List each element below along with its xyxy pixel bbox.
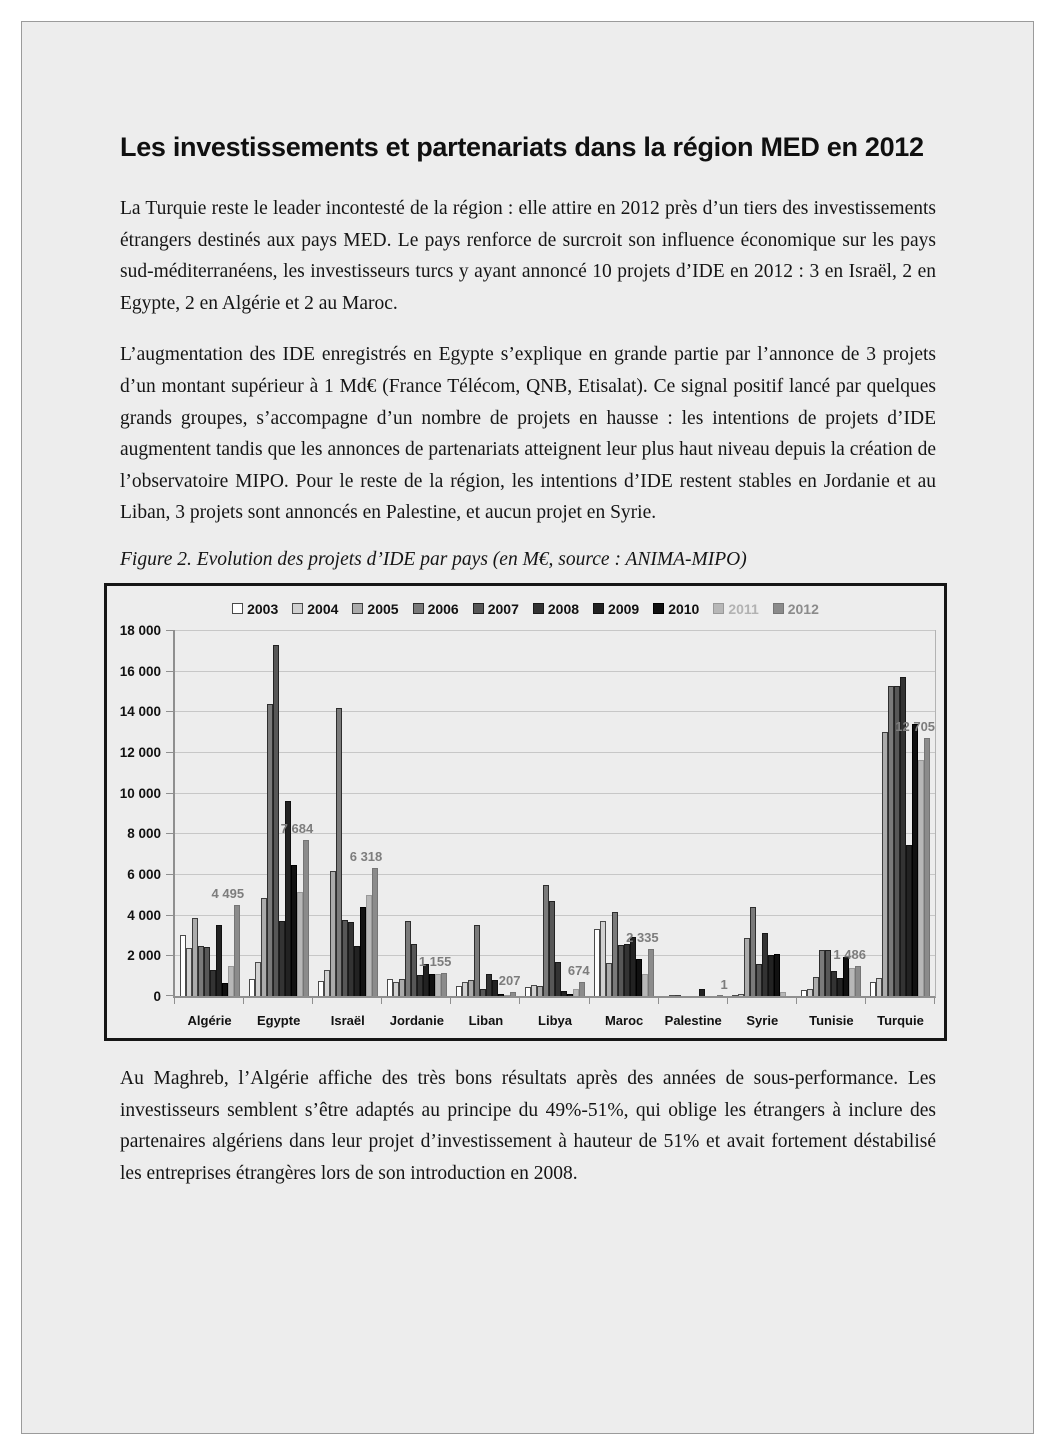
category-group-egypte (244, 630, 314, 1028)
legend-item-2003 (232, 601, 278, 617)
bar-2012-egypte (303, 840, 309, 996)
bar-2005-palestine (675, 995, 681, 996)
y-axis-tick (166, 711, 173, 712)
chart-legend (107, 598, 944, 620)
legend-swatch-2004 (292, 603, 303, 614)
paragraph-maghreb-algerie: Au Maghreb, l’Algérie affiche des très bons résultats après des années de sous-performance. Les investisseurs semblent s’être adaptés au principe du 49%-51%, qui oblige les étrangers à inclure des partenaires algériens dans leur projet d’investissement à hauteur de 51% et avait fortement déstabilisé les entreprises étrangères lors de son introduction en 2008. (120, 1067, 936, 1184)
legend-label-2009: 2009 (608, 600, 640, 617)
x-axis-tick (450, 998, 451, 1004)
x-axis-label-liban: Liban (468, 1012, 504, 1028)
y-axis-label: 16 000 (119, 663, 161, 679)
figure-2-bar-chart (104, 583, 947, 1041)
value-label-algerie: 4 495 (211, 885, 245, 901)
bar-2012-turquie (924, 738, 930, 996)
x-axis-tick (727, 998, 728, 1004)
y-axis (107, 622, 173, 1004)
category-group-maroc (590, 630, 659, 1028)
x-axis-label-israel: Israël (330, 1012, 365, 1028)
bar-2012-algerie (234, 905, 240, 996)
legend-label-2011: 2011 (728, 600, 759, 617)
x-axis-label-syrie: Syrie (746, 1012, 779, 1028)
y-axis-label: 14 000 (119, 703, 161, 719)
y-axis-tick (166, 630, 173, 631)
legend-item-2005 (352, 601, 398, 617)
legend-swatch-2007 (473, 603, 484, 614)
value-label-libya: 674 (567, 962, 590, 978)
value-label-israel: 6 318 (349, 848, 383, 864)
y-axis-tick (166, 995, 173, 996)
bar-2009-palestine (699, 989, 705, 996)
bar-2012-liban (510, 992, 516, 996)
y-axis-tick (166, 874, 173, 875)
legend-label-2008: 2008 (547, 600, 580, 617)
bar-2012-jordanie (441, 973, 447, 996)
legend-label-2012: 2012 (787, 600, 819, 617)
y-axis-tick (166, 955, 173, 956)
legend-item-2008 (533, 601, 579, 617)
legend-swatch-2008 (533, 603, 544, 614)
y-axis-tick (166, 915, 173, 916)
x-axis-tick (174, 998, 175, 1004)
category-group-tunisie (797, 630, 866, 1028)
category-group-algerie (175, 630, 245, 1028)
y-axis-label: 12 000 (119, 744, 161, 760)
y-axis-label: 4 000 (127, 907, 161, 923)
bar-2010-syrie (774, 954, 780, 996)
x-axis-tick (589, 998, 590, 1004)
category-group-syrie (728, 630, 797, 1028)
legend-swatch-2012 (773, 603, 784, 614)
value-label-liban: 207 (498, 972, 521, 988)
y-axis-label: 2 000 (127, 947, 161, 963)
legend-swatch-2010 (653, 603, 664, 614)
y-axis-label: 8 000 (127, 825, 161, 841)
legend-label-2004: 2004 (307, 600, 339, 617)
y-axis-tick (166, 793, 173, 794)
x-axis-label-turquie: Turquie (877, 1012, 924, 1028)
bar-2012-maroc (648, 949, 654, 996)
x-axis-tick (796, 998, 797, 1004)
y-axis-label: 10 000 (119, 785, 161, 801)
paragraph-turquie-leader: La Turquie reste le leader incontesté de la région : elle attire en 2012 près d’un tiers des investissements étrangers destinés aux pays MED. Le pays renforce de surcroit son influence économique sur les pays sud-méditerranéens, les investisseurs turcs y ayant annoncé 10 projets d’IDE en 2012 : 3 en Israël, 2 en Egypte, 2 en Algérie et 2 au Maroc. (120, 198, 936, 314)
category-group-libya (520, 630, 590, 1028)
category-group-israel (313, 630, 383, 1028)
y-axis-tick (166, 752, 173, 753)
legend-label-2005: 2005 (367, 600, 399, 617)
category-group-turquie (866, 630, 936, 1028)
x-axis-label-libya: Libya (538, 1012, 572, 1028)
bar-2012-libya (579, 982, 585, 996)
value-label-palestine: 1 (720, 976, 728, 992)
value-label-maroc: 2 335 (626, 929, 659, 945)
category-group-palestine (659, 630, 728, 1028)
legend-label-2010: 2010 (668, 600, 700, 617)
legend-swatch-2011 (713, 603, 724, 614)
legend-swatch-2006 (413, 603, 424, 614)
page-content (120, 0, 936, 1209)
paragraph-egypte-ide: L’augmentation des IDE enregistrés en Egypte s’explique en grande partie par l’annonce de 3 projets d’un montant supérieur à 1 Md€ (France Télécom, QNB, Etisalat). Ce signal positif lancé par quelques grands groupes, s’accompagne d’un nombre de projets en hausse : les intentions de projets d’IDE augmentent tandis que les annonces de partenariats atteignent leur plus haut niveau depuis la création de l’observatoire MIPO. Pour le reste de la région, les intentions d’IDE restent stables en Jordanie et au Liban, 3 projets sont annoncés en Palestine, et aucun projet en Syrie. (120, 344, 936, 524)
y-axis-tick (166, 833, 173, 834)
x-axis-tick (934, 998, 935, 1004)
x-axis-tick (312, 998, 313, 1004)
value-label-turquie: 12 705 (895, 718, 936, 734)
value-label-jordanie: 1 155 (418, 953, 452, 969)
x-axis-label-jordanie: Jordanie (389, 1012, 444, 1028)
legend-item-2007 (473, 601, 519, 617)
legend-item-2012 (773, 601, 819, 617)
value-label-tunisie: 1 486 (833, 946, 866, 962)
y-axis-label: 18 000 (119, 622, 161, 638)
legend-swatch-2005 (352, 603, 363, 614)
plot-area (173, 630, 936, 1028)
chart-plot-row (107, 622, 944, 1028)
bar-2011-syrie (780, 992, 786, 996)
category-group-liban (451, 630, 521, 1028)
category-group-jordanie (382, 630, 452, 1028)
x-axis-tick (243, 998, 244, 1004)
x-axis-label-maroc: Maroc (604, 1012, 644, 1028)
legend-item-2009 (593, 601, 639, 617)
x-axis-label-tunisie: Tunisie (809, 1012, 854, 1028)
bar-2006-liban (474, 925, 480, 996)
y-axis-tick (166, 671, 173, 672)
legend-label-2003: 2003 (247, 600, 279, 617)
figure-caption: Figure 2. Evolution des projets d’IDE par pays (en M€, source : ANIMA-MIPO) (120, 548, 747, 570)
value-label-egypte: 7 684 (280, 820, 314, 836)
y-axis-label: 0 (153, 988, 161, 1004)
x-axis-tick (381, 998, 382, 1004)
legend-label-2007: 2007 (487, 600, 519, 617)
legend-item-2010 (653, 601, 699, 617)
legend-item-2011 (713, 601, 758, 617)
bar-2012-israel (372, 868, 378, 996)
x-axis-tick (865, 998, 866, 1004)
y-axis-label: 6 000 (127, 866, 161, 882)
page-title: Les investissements et partenariats dans la région MED en 2012 (120, 132, 924, 162)
legend-swatch-2009 (593, 603, 604, 614)
x-axis-tick (519, 998, 520, 1004)
x-axis-tick (658, 998, 659, 1004)
bar-2012-tunisie (855, 966, 861, 996)
x-axis-label-algerie: Algérie (187, 1012, 232, 1028)
legend-item-2006 (413, 601, 459, 617)
legend-swatch-2003 (232, 603, 243, 614)
bar-2012-palestine (717, 995, 723, 996)
x-axis-label-egypte: Egypte (256, 1012, 301, 1028)
x-axis-label-palestine: Palestine (664, 1012, 722, 1028)
legend-label-2006: 2006 (427, 600, 459, 617)
legend-item-2004 (292, 601, 338, 617)
